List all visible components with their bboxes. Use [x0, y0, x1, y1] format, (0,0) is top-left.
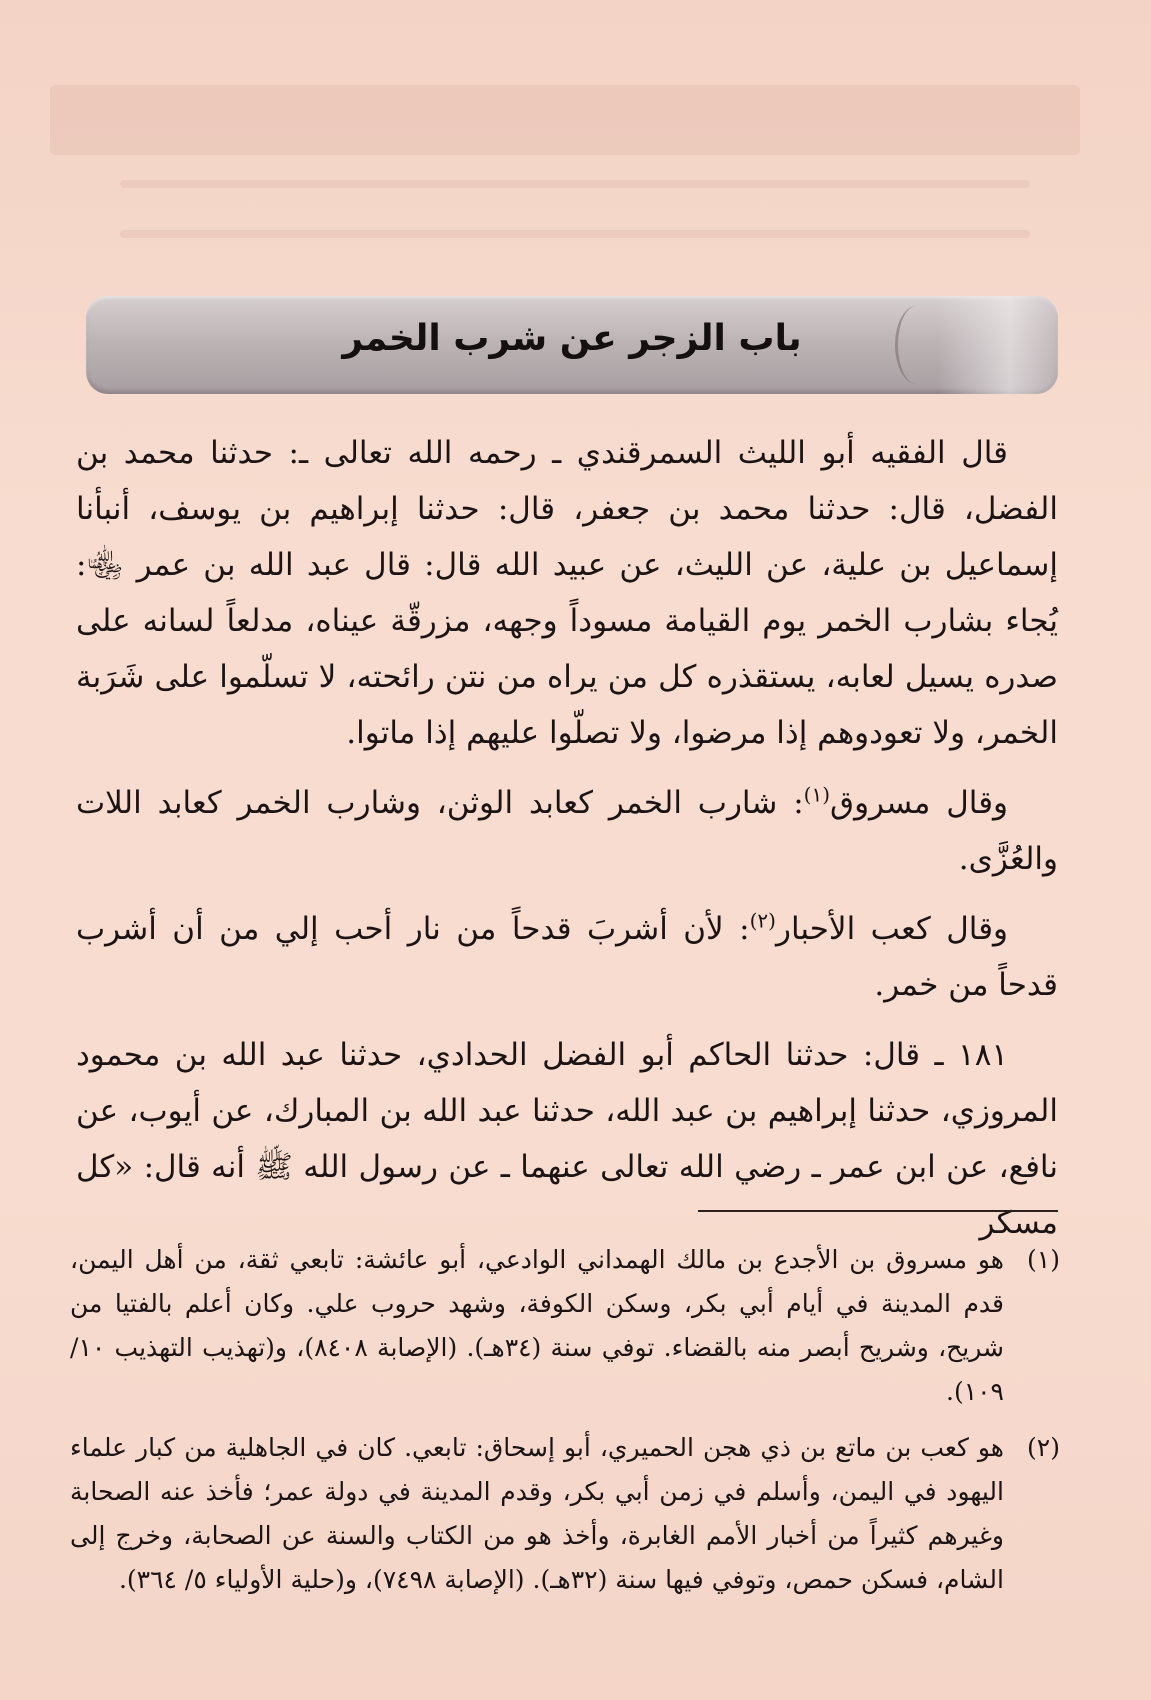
chapter-header-banner	[86, 296, 1058, 394]
paragraph-hadith-181: ١٨١ ـ قال: حدثنا الحاكم أبو الفضل الحدادي، حدثنا عبد الله بن محمود المروزي، حدثنا إبراهيم بن عبد الله، حدثنا عبد الله بن المبارك، عن أيوب، عن نافع، عن ابن عمر ـ رضي الله تعالى عنهما ـ عن رسول الله ﷺ أنه قال: «كل مسكر	[76, 1037, 1058, 1241]
footnote-item	[70, 1426, 1060, 1602]
footnote-ref-1[interactable]: (١)	[803, 782, 831, 807]
footnotes-section	[70, 1238, 1060, 1614]
footnote-item	[70, 1238, 1060, 1414]
paragraph-masruq-rest: : شارب الخمر كعابد الوثن، وشارب الخمر كعابد اللات والعُزَّى.	[76, 785, 1058, 877]
footnote-ref-2[interactable]: (٢)	[749, 908, 776, 933]
chapter-title: باب الزجر عن شرب الخمر	[342, 318, 802, 359]
paragraph-kaab	[76, 901, 1058, 1013]
bleed-line	[120, 180, 1030, 188]
footnote-number: (١)	[1027, 1245, 1060, 1274]
bleed-line	[120, 230, 1030, 238]
bleed-through-band	[50, 85, 1080, 155]
footnote-divider	[698, 1210, 1058, 1212]
paragraph-masruq	[76, 775, 1058, 887]
footnote-text: هو مسروق بن الأجدع بن مالك الهمداني الوادعي، أبو عائشة: تابعي ثقة، من أهل اليمن، قدم المدينة في أيام أبي بكر، وسكن الكوفة، وشهد حروب علي. وكان أعلم بالفتيا من شريح، وشريح أبصر منه بالقضاء. توفي سنة (٣٤هـ). (الإصابة ٨٤٠٨)، و(تهذيب التهذيب ١٠/ ١٠٩).	[70, 1245, 1005, 1406]
bleed-through-lines	[120, 180, 1030, 280]
paragraph-intro: قال الفقيه أبو الليث السمرقندي ـ رحمه الله تعالى ـ: حدثنا محمد بن الفضل، قال: حدثنا محمد بن جعفر، قال: حدثنا إبراهيم بن يوسف، أنبأنا إسماعيل بن علية، عن الليث، عن عبيد الله قال: قال عبد الله بن عمر ﵄: يُجاء بشارب الخمر يوم القيامة مسوداً وجهه، مزرقّة عيناه، مدلعاً لسانه على صدره يسيل لعابه، يستقذره كل من يراه من نتن رائحته، لا تسلّموا على شَرَبة الخمر، ولا تعودوهم إذا مرضوا، ولا تصلّوا عليهم إذا ماتوا.	[76, 435, 1058, 751]
paragraph-kaab-rest: : لأن أشربَ قدحاً من نار أحب إلي من أن أشرب قدحاً من خمر.	[76, 911, 1058, 1003]
main-text	[76, 425, 1058, 1265]
footnote-number: (٢)	[1027, 1433, 1060, 1462]
paragraph-kaab-lead: وقال كعب الأحبار	[775, 911, 1008, 947]
footnote-text: هو كعب بن ماتع بن ذي هجن الحميري، أبو إسحاق: تابعي. كان في الجاهلية من كبار علماء اليهود في اليمن، وأسلم في زمن أبي بكر، وقدم المدينة في دولة عمر؛ فأخذ عنه الصحابة وغيرهم كثيراً من أخبار الأمم الغابرة، وأخذ هو من الكتاب والسنة عن الصحابة، وخرج إلى الشام، فسكن حمص، وتوفي فيها سنة (٣٢هـ). (الإصابة ٧٤٩٨)، و(حلية الأولياء ٥/ ٣٦٤).	[70, 1433, 1004, 1594]
paragraph-masruq-lead: وقال مسروق	[830, 785, 1009, 821]
